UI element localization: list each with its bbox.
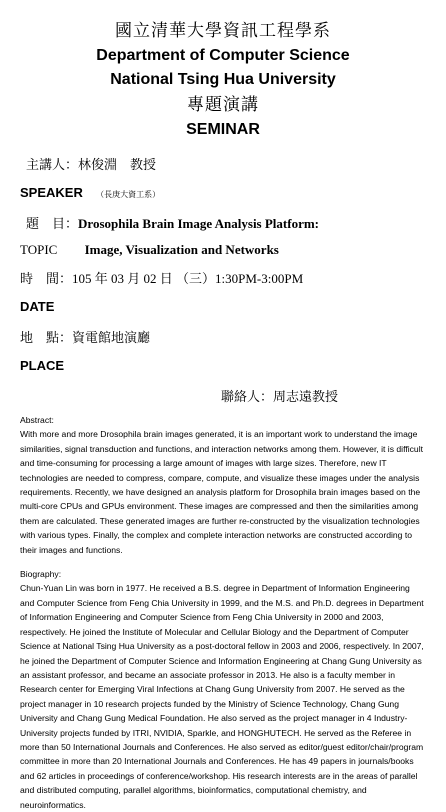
place-label-english: PLACE [20, 358, 65, 373]
speaker-name: 林俊淵 教授 [78, 158, 157, 173]
place-row-chinese [20, 327, 426, 346]
place-value: 資電館地演廳 [72, 331, 151, 346]
abstract-section [20, 413, 426, 557]
flyer-header [20, 0, 426, 142]
university-name: National Tsing Hua University [110, 71, 336, 88]
speaker-label-chinese: 主講人： [26, 158, 79, 173]
abstract-text: With more and more Drosophila brain images generated, it is an important work to understand the image similarities, signal transduction and functions, and interaction networks among them. However, it is difficult and time-consuming for processing a large amount of images with large sizes. Therefore, new IT technologies are needed to compress, compare, compute, and visualize these images under the analysis requirements. Recently, we have designed an analysis platform for Drosophila brain images based on the multi-core CPUs and GPUs environment. These images are compressed and then the similarities among them are calculated. These generated images are further re-constructed by the visualization technologies with various types. Finally, the complex and complete interaction networks are constructed according to their images and functions. [20, 429, 423, 555]
biography-heading: Biography: [20, 569, 62, 580]
place-label-chinese: 地 點： [20, 331, 73, 346]
topic-title-line-2: Image, Visualization and Networks [84, 242, 279, 257]
biography-text: Chun-Yuan Lin was born in 1977. He received a B.S. degree in Department of Information Engineering and Computer Science from Feng Chia University in 1999, and the M.S. and Ph.D. degrees in Department of Information Engineering and Computer Science from Feng Chia University in 2000 and 2003, respectively. He joined the Institute of Molecular and Cellular Biology and the Department of Computer Science at National Tsing Hua University as a post-doctoral fellow in 2003 and 2006, respectively. In 2007, he joined the Department of Computer Science and Information Engineering at Chang Gung University as an assistant professor, and became an associate professor in 2013. He also is a faculty member in Research center for Emerging Viral Infections at Chang Gung University from 2007. He served as the project manager in 10 research projects funded by the Ministry of Science Technology, Chang Gung University and Chang Gung Medical Foundation. He also served as the project manager in 4 Industry-University projects funded by ITRI, NVIDIA, Sparkle, and HONGHUTECH. He served as the Referee in more than 50 International Journals and Conferences. He also served as editor/guest editor/chair/program committee in more than 20 International Journals and Conferences. He has 49 papers in journals/books and 62 articles in proceedings of conference/workshop. His research interests are in the areas of parallel and distributed computing, parallel algorithms, bioinformatics, computational chemistry, and neuroinformatics. [20, 583, 424, 810]
date-row-english [20, 299, 426, 315]
speaker-row-english [20, 185, 426, 201]
place-row-english [20, 358, 426, 374]
date-value: 105 年 03 月 02 日 （三）1:30PM-3:00PM [72, 271, 304, 286]
biography-section [20, 567, 426, 812]
speaker-affiliation: （長庚大資工系） [96, 190, 161, 199]
topic-label-english: TOPIC [20, 242, 58, 257]
date-label-english: DATE [20, 299, 55, 314]
speaker-label-english: SPEAKER [20, 185, 83, 200]
topic-title-line-1: Drosophila Brain Image Analysis Platform: [78, 216, 320, 231]
contact-person: 聯絡人：周志遠教授 [220, 390, 338, 405]
university-name-chinese: 國立清華大學資訊工程學系 [115, 21, 331, 41]
abstract-heading: Abstract: [20, 415, 54, 425]
talk-title-chinese: 專題演講 [187, 95, 259, 115]
department-name: Department of Computer Science [96, 47, 350, 64]
topic-label-chinese: 題 目： [26, 217, 79, 232]
speaker-row-chinese [20, 154, 426, 173]
date-label-chinese: 時 間： [20, 272, 73, 287]
date-row-chinese [20, 268, 426, 287]
seminar-title: SEMINAR [186, 121, 260, 138]
topic-row-english [20, 242, 426, 258]
topic-row-chinese [20, 213, 426, 232]
